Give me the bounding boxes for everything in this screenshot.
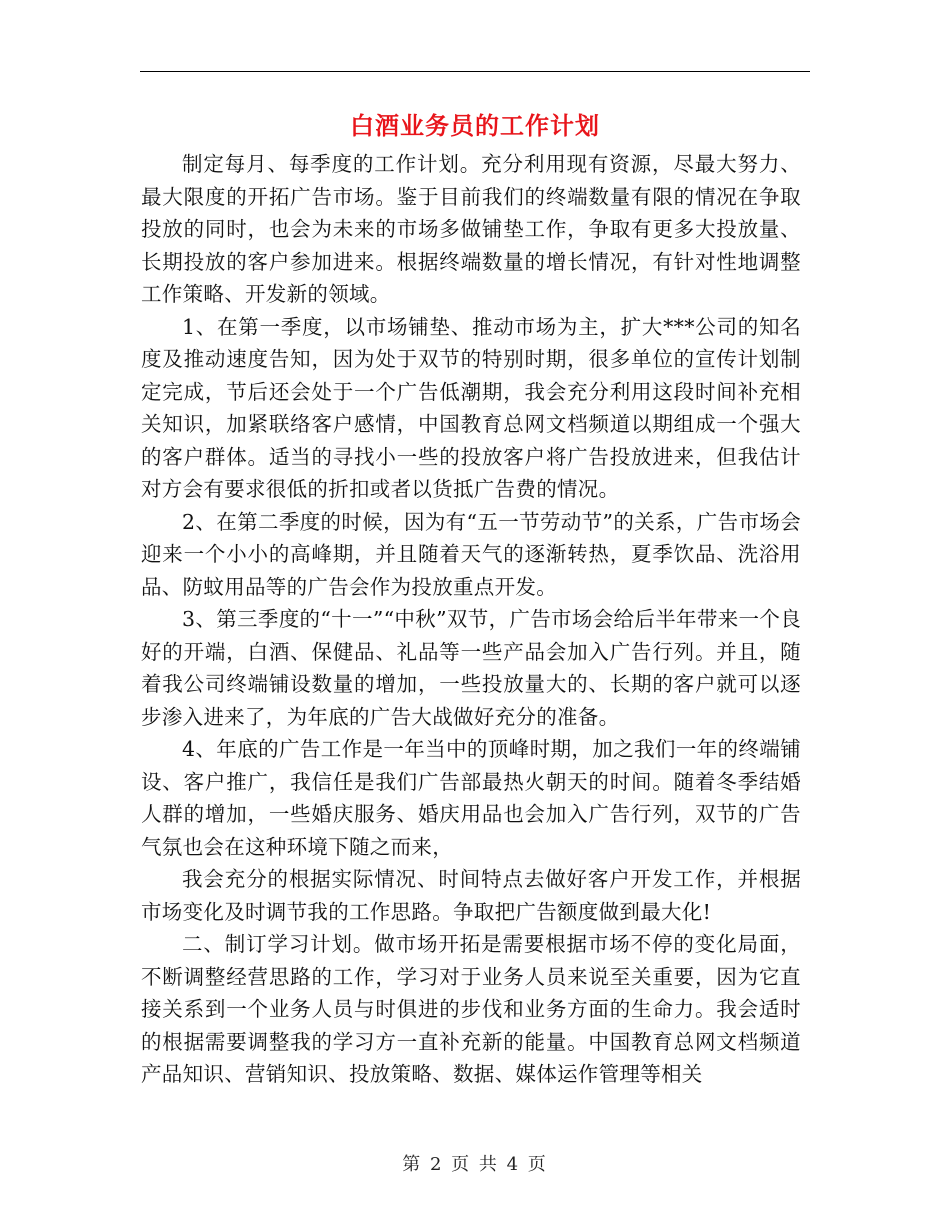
paragraph-q2: 2、在第二季度的时候，因为有“五一节劳动节”的关系，广告市场会迎来一个小小的高峰期，并且随着天气的逐渐转热，夏季饮品、洗浴用品、防蚊用品等的广告会作为投放重点开发。 <box>141 509 801 599</box>
paragraph-q4: 4、年底的广告工作是一年当中的顶峰时期，加之我们一年的终端铺设、客户推广，我信任是我们广告部最热火朝天的时间。随着冬季结婚人群的增加，一些婚庆服务、婚庆用品也会加入广告行列，双节的广告气氛也会在这种环境下随之而来， <box>141 737 801 859</box>
paragraph-summary: 我会充分的根据实际情况、时间特点去做好客户开发工作，并根据市场变化及时调节我的工作思路。争取把广告额度做到最大化! <box>141 867 801 924</box>
document-body <box>141 148 801 1091</box>
paragraph-q3: 3、第三季度的“十一”“中秋”双节，广告市场会给后半年带来一个良好的开端，白酒、保健品、礼品等一些产品会加入广告行列。并且，随着我公司终端铺设数量的增加，一些投放量大的、长期的客户就可以逐步渗入进来了，为年底的广告大战做好充分的准备。 <box>141 607 801 729</box>
paragraph-study-plan: 二、制订学习计划。做市场开拓是需要根据市场不停的变化局面，不断调整经营思路的工作，学习对于业务人员来说至关重要，因为它直接关系到一个业务人员与时俱进的步伐和业务方面的生命力。我会适时的根据需要调整我的学习方一直补充新的能量。中国教育总网文档频道产品知识、营销知识、投放策略、数据、媒体运作管理等相关 <box>141 932 801 1086</box>
paragraph-intro: 制定每月、每季度的工作计划。充分利用现有资源，尽最大努力、最大限度的开拓广告市场。鉴于目前我们的终端数量有限的情况在争取投放的同时，也会为未来的市场多做铺垫工作，争取有更多大投放量、长期投放的客户参加进来。根据终端数量的增长情况，有针对性地调整工作策略、开发新的领域。 <box>141 152 801 306</box>
document-title: 白酒业务员的工作计划 <box>350 111 600 140</box>
page-number: 第 2 页 共 4 页 <box>402 1154 548 1175</box>
paragraph-q1: 1、在第一季度，以市场铺垫、推动市场为主，扩大***公司的知名度及推动速度告知，因为处于双节的特别时期，很多单位的宣传计划制定完成，节后还会处于一个广告低潮期，我会充分利用这段时间补充相关知识，加紧联络客户感情，中国教育总网文档频道以期组成一个强大的客户群体。适当的寻找小一些的投放客户将广告投放进来，但我估计对方会有要求很低的折扣或者以货抵广告费的情况。 <box>141 314 801 501</box>
header-rule <box>140 71 810 72</box>
